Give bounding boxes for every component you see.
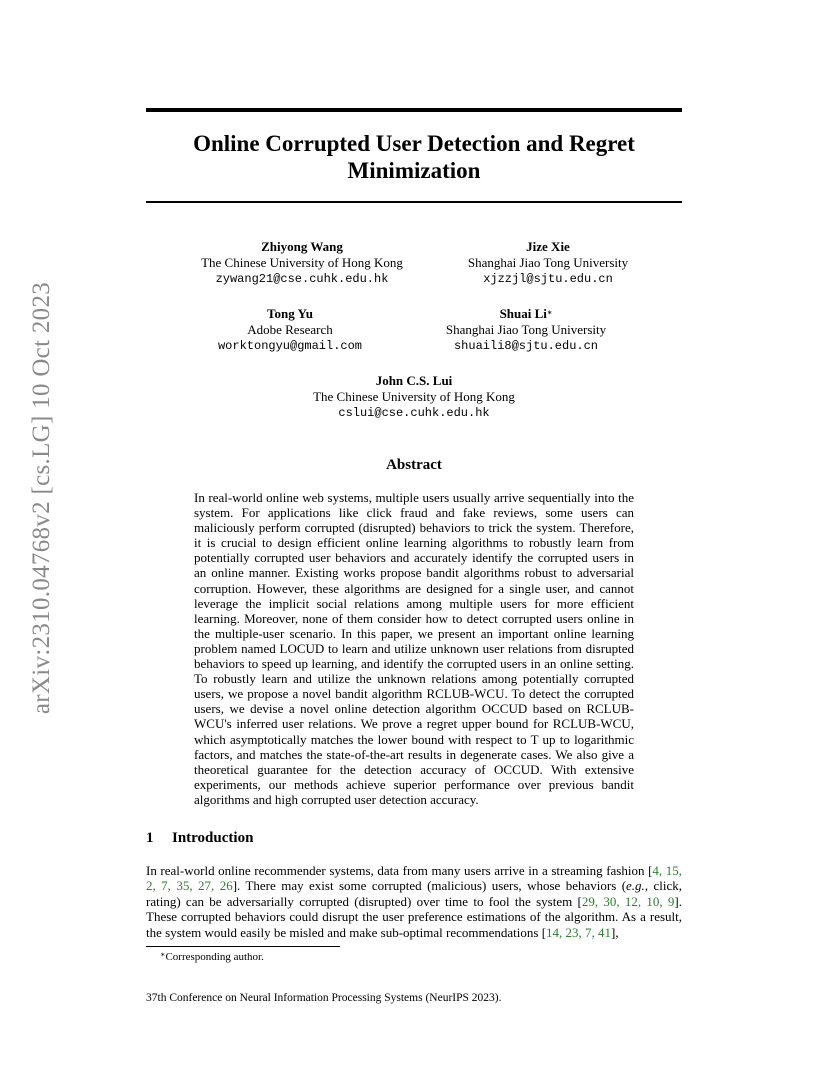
- citation-link[interactable]: 14, 23, 7, 41: [546, 924, 612, 940]
- footnote: ∗Corresponding author.: [160, 950, 264, 963]
- author-email[interactable]: zywang21@cse.cuhk.edu.hk: [215, 272, 389, 286]
- author-block: [428, 239, 668, 287]
- author-block: [406, 306, 646, 354]
- author-email[interactable]: xjzzjl@sjtu.edu.cn: [483, 272, 613, 286]
- author-name: Tong Yu: [267, 306, 313, 321]
- author-affiliation: Shanghai Jiao Tong University: [467, 255, 629, 270]
- author-email[interactable]: worktongyu@gmail.com: [217, 339, 363, 353]
- citation-link[interactable]: 29, 30, 12, 10, 9: [581, 893, 675, 909]
- footnote-rule: [146, 946, 340, 947]
- corresponding-author-mark: ∗: [546, 308, 553, 317]
- citation-link[interactable]: 4, 15, 2, 7, 35, 27, 26: [146, 863, 683, 894]
- author-affiliation: Adobe Research: [247, 322, 333, 337]
- author-name: Jize Xie: [526, 239, 570, 254]
- author-email[interactable]: cslui@cse.cuhk.edu.hk: [338, 406, 490, 420]
- paper-title: Online Corrupted User Detection and Regret Minimization: [193, 131, 635, 183]
- author-affiliation: The Chinese University of Hong Kong: [201, 255, 403, 270]
- author-block: [170, 306, 410, 354]
- abstract-body: In real-world online web systems, multiple users usually arrive sequentially into the system. For applications like click fraud and fake reviews, some users can maliciously perform corrupted (disrupted) behaviors to trick the system. Therefore, it is crucial to design efficient online learning algorithms to robustly learn from potentially corrupted user behaviors and accurately identify the corrupted users in an online manner. Existing works propose bandit algorithms robust to adversarial corruption. However, these algorithms are designed for a single user, and cannot leverage the implicit social relations among multiple users for more efficient learning. Moreover, none of them consider how to detect corrupted users online in the multiple-user scenario. In this paper, we present an important online learning problem named LOCUD to learn and utilize unknown user relations from disrupted behaviors to speed up learning, and identify the corrupted users in an online setting. To robustly learn and utilize the unknown relations among potentially corrupted users, we propose a novel bandit algorithm RCLUB-WCU. To detect the corrupted users, we devise a novel online detection algorithm OCCUD based on RCLUB-WCU's inferred user relations. We prove a regret upper bound for RCLUB-WCU, which asymptotically matches the lower bound with respect to T up to logarithmic factors, and matches the state-of-the-art results in degenerate cases. We also give a theoretical guarantee for the detection accuracy of OCCUD. With extensive experiments, our methods achieve superior performance over previous bandit algorithms and high corrupted user detection accuracy.: [194, 490, 634, 807]
- author-name: Shuai Li∗: [499, 306, 553, 321]
- author-name: John C.S. Lui: [375, 373, 453, 388]
- author-block: [294, 373, 534, 421]
- section-number: 1: [146, 830, 154, 846]
- arxiv-identifier: arXiv:2310.04768v2 [cs.LG] 10 Oct 2023: [28, 281, 56, 715]
- author-name: Zhiyong Wang: [261, 239, 343, 254]
- author-affiliation: Shanghai Jiao Tong University: [445, 322, 607, 337]
- intro-paragraph: In real-world online recommender systems, data from many users arrive in a streaming fashion [4, 15, 2, 7, 35, 27, 26]. There may exist some corrupted (malicious) users, whose behaviors (e.g., click, rating) can be adversarially corrupted (disrupted) over time to fool the system [29, 30, 12, 10, 9]. These corrupted behaviors could disrupt the user preference estimations of the algorithm. As a result, the system would easily be misled and make sub-optimal recommendations [14, 23, 7, 41],: [146, 863, 683, 940]
- title-bottom-rule: [146, 201, 682, 203]
- author-affiliation: The Chinese University of Hong Kong: [313, 389, 515, 404]
- author-block: [182, 239, 422, 287]
- title-top-rule: [146, 108, 682, 112]
- abstract-heading: Abstract: [386, 457, 442, 473]
- section-heading: [146, 830, 253, 847]
- author-email[interactable]: shuaili8@sjtu.edu.cn: [453, 339, 599, 353]
- section-title: Introduction: [172, 830, 254, 846]
- conference-note: 37th Conference on Neural Information Processing Systems (NeurIPS 2023).: [146, 992, 502, 1004]
